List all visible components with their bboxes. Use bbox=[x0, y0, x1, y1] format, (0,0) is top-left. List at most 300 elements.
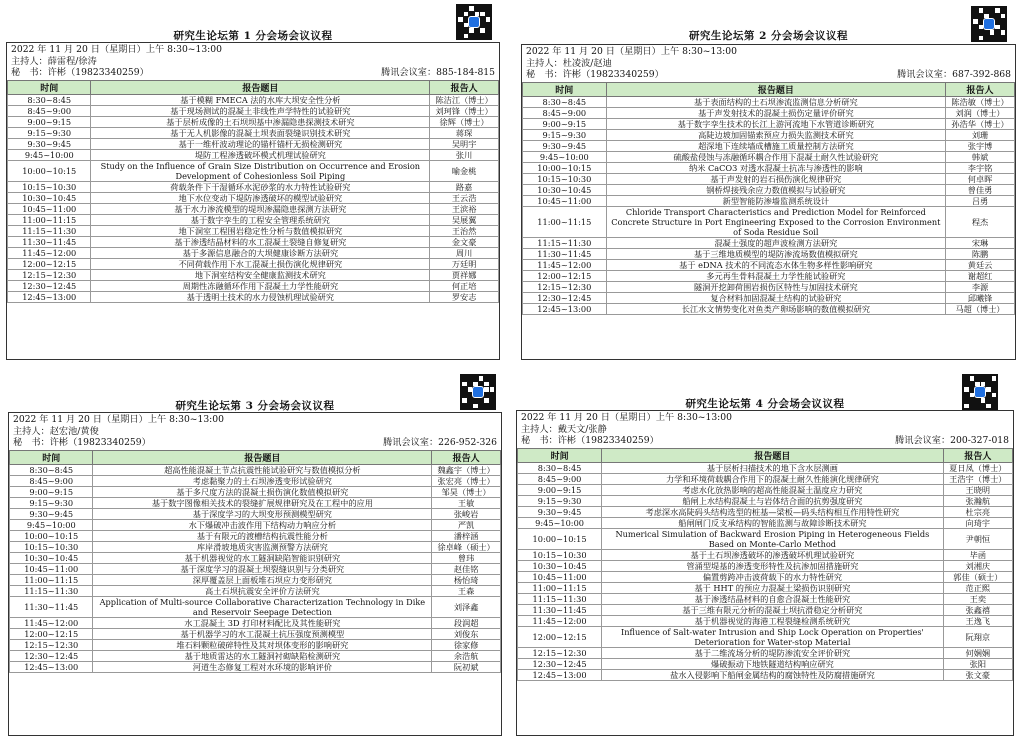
table-row bbox=[8, 127, 499, 138]
row-time: 9:30~9:45 bbox=[8, 138, 91, 149]
row-topic: 超高性能混凝土节点抗震性能试验研究与数值模拟分析 bbox=[93, 464, 432, 475]
table-row bbox=[8, 247, 499, 258]
row-speaker: 金文豪 bbox=[430, 236, 499, 247]
row-speaker: 周川 bbox=[430, 247, 499, 258]
row-time: 10:00~10:15 bbox=[523, 162, 607, 173]
agenda-table bbox=[522, 82, 1015, 315]
row-speaker: 张川 bbox=[430, 149, 499, 160]
row-time: 12:15~12:30 bbox=[10, 639, 93, 650]
row-topic: 偏置剪跨冲击波荷载下的水力特性研究 bbox=[602, 571, 944, 582]
table-row bbox=[10, 464, 501, 475]
row-time: 11:00~11:15 bbox=[523, 206, 607, 237]
row-topic: 荷载条件下干湿循环水泥砂浆的水力特性试验研究 bbox=[91, 181, 430, 192]
row-time: 9:45~10:00 bbox=[518, 517, 602, 528]
row-topic: 基于 eDNA 技术的不同流态水体生物多样性影响研究 bbox=[606, 259, 945, 270]
row-time: 12:30~12:45 bbox=[8, 280, 91, 291]
row-speaker: 王云浩 bbox=[430, 192, 499, 203]
session-sheet-3 bbox=[8, 374, 502, 736]
row-topic: 隧洞开挖卸荷围岩损伤区特性与加固技术研究 bbox=[606, 281, 945, 292]
sheet-title: 研究生论坛第 1 分会场会议议程 bbox=[173, 30, 333, 42]
table-row bbox=[8, 203, 499, 214]
row-speaker: 刘珊 bbox=[946, 129, 1015, 140]
meeting-date: 2022 年 11 月 20 日（星期日）上午 8:30~13:00 bbox=[13, 414, 224, 425]
meeting-secretary: 秘 书：许彬（19823340259） bbox=[11, 67, 149, 78]
meeting-host: 主持人：杜凌波/赵迪 bbox=[526, 57, 612, 69]
table-header bbox=[10, 450, 501, 464]
header-speaker: 报告人 bbox=[946, 82, 1015, 96]
row-speaker: 陈浩敏（博士） bbox=[946, 96, 1015, 107]
row-time: 9:00~9:15 bbox=[523, 118, 607, 129]
row-topic: 基于机器学习的水工混凝土抗压强度预测模型 bbox=[93, 628, 432, 639]
meeting-date: 2022 年 11 月 20 日（星期日）上午 8:30~13:00 bbox=[526, 46, 737, 57]
row-time: 12:45~13:00 bbox=[523, 303, 607, 314]
row-speaker: 邱曦锋 bbox=[946, 292, 1015, 303]
agenda-table bbox=[517, 448, 1013, 681]
row-speaker: 王森 bbox=[432, 585, 501, 596]
table-row bbox=[10, 508, 501, 519]
row-speaker: 黄廷云 bbox=[946, 259, 1015, 270]
table-row bbox=[8, 149, 499, 160]
sheet-title: 研究生论坛第 3 分会场会议议程 bbox=[175, 400, 335, 412]
row-time: 12:00~12:15 bbox=[8, 258, 91, 269]
row-time: 8:30~8:45 bbox=[8, 94, 91, 105]
row-time: 8:45~9:00 bbox=[8, 105, 91, 116]
table-header bbox=[523, 82, 1015, 96]
row-time: 12:15~12:30 bbox=[523, 281, 607, 292]
table-row bbox=[8, 214, 499, 225]
row-time: 11:15~11:30 bbox=[523, 237, 607, 248]
row-topic: 高土石坝抗震安全评价方法研究 bbox=[93, 585, 432, 596]
table-row bbox=[523, 184, 1015, 195]
table-header bbox=[518, 448, 1013, 462]
table-row bbox=[518, 604, 1013, 615]
header-topic: 报告题目 bbox=[606, 82, 945, 96]
row-time: 10:00~10:15 bbox=[518, 528, 602, 549]
table-row bbox=[518, 473, 1013, 484]
table-row bbox=[518, 626, 1013, 647]
row-speaker: 万廷明 bbox=[430, 258, 499, 269]
session-sheet-4 bbox=[516, 374, 1014, 736]
row-speaker: 张峻岩 bbox=[432, 508, 501, 519]
row-time: 10:30~10:45 bbox=[10, 552, 93, 563]
table-row bbox=[8, 105, 499, 116]
row-speaker: 王晓明 bbox=[943, 484, 1012, 495]
row-topic: Chloride Transport Characteristics and Prediction Model for Reinforced Concrete Structure in Port Engineering Exposed to the Corrosion Environment of Soda Residue Soil bbox=[606, 206, 945, 237]
row-topic: 船闸上水结构混凝土与岩体结合面的抗剪强度研究 bbox=[602, 495, 944, 506]
row-speaker: 刘润（博士） bbox=[946, 107, 1015, 118]
row-topic: Application of Multi-source Collaborative Characterization Technology in Dike and Reservoir Seepage Detection bbox=[93, 596, 432, 617]
table-row bbox=[523, 140, 1015, 151]
table-header bbox=[8, 80, 499, 94]
row-topic: 基于透明土技术的水力侵蚀机理试验研究 bbox=[91, 291, 430, 302]
row-time: 10:45~11:00 bbox=[523, 195, 607, 206]
row-speaker: 陈鹏 bbox=[946, 248, 1015, 259]
row-speaker: 赵佳铭 bbox=[432, 563, 501, 574]
table-row bbox=[518, 484, 1013, 495]
row-time: 11:15~11:30 bbox=[10, 585, 93, 596]
table-row bbox=[523, 151, 1015, 162]
row-topic: 混凝土强度的超声波检测方法研究 bbox=[606, 237, 945, 248]
row-speaker: 曾玮 bbox=[432, 552, 501, 563]
row-topic: 基于土石坝渗透破坏的渗透破坏机理试验研究 bbox=[602, 549, 944, 560]
row-topic: 基于三维地质模型的堤防渗流场数值模拟研究 bbox=[606, 248, 945, 259]
row-speaker: 毕函 bbox=[943, 549, 1012, 560]
table-row bbox=[523, 237, 1015, 248]
row-time: 12:30~12:45 bbox=[10, 650, 93, 661]
table-row bbox=[10, 650, 501, 661]
row-time: 10:15~10:30 bbox=[518, 549, 602, 560]
row-speaker: 杜宗亮 bbox=[943, 506, 1012, 517]
table-row bbox=[10, 639, 501, 650]
row-time: 10:45~11:00 bbox=[8, 203, 91, 214]
table-row bbox=[8, 225, 499, 236]
row-speaker: 蒋琛 bbox=[430, 127, 499, 138]
row-speaker: 张阳 bbox=[943, 658, 1012, 669]
row-speaker: 邹昊（博士） bbox=[432, 486, 501, 497]
row-speaker: 程杰 bbox=[946, 206, 1015, 237]
row-speaker: 宋琳 bbox=[946, 237, 1015, 248]
table-row bbox=[518, 615, 1013, 626]
row-time: 12:30~12:45 bbox=[523, 292, 607, 303]
row-topic: 周期性冻融循环作用下混凝土力学性能研究 bbox=[91, 280, 430, 291]
row-topic: 地下洞室结构安全健康监测技术研究 bbox=[91, 269, 430, 280]
table-row bbox=[10, 628, 501, 639]
row-topic: 爆破振动下地铁隧道结构响应研究 bbox=[602, 658, 944, 669]
header-speaker: 报告人 bbox=[430, 80, 499, 94]
sheet-title: 研究生论坛第 4 分会场会议议程 bbox=[685, 398, 845, 410]
table-row bbox=[10, 530, 501, 541]
table-row bbox=[518, 462, 1013, 473]
row-topic: 考虑水化放热影响的超高性能混凝土温度应力研究 bbox=[602, 484, 944, 495]
table-row bbox=[523, 195, 1015, 206]
row-time: 11:15~11:30 bbox=[518, 593, 602, 604]
table-row bbox=[10, 475, 501, 486]
row-topic: 基于现场测试的混凝土非线性声学特性的试验研究 bbox=[91, 105, 430, 116]
meeting-host: 主持人：薛雷程/徐涛 bbox=[11, 55, 97, 67]
row-time: 10:30~10:45 bbox=[523, 184, 607, 195]
row-speaker: 李宇铭 bbox=[946, 162, 1015, 173]
table-row bbox=[518, 658, 1013, 669]
meeting-host: 主持人：赵宏池/黄俊 bbox=[13, 425, 99, 437]
row-topic: 基于深度学习的大坝变形预测模型研究 bbox=[93, 508, 432, 519]
table-row bbox=[523, 281, 1015, 292]
table-row bbox=[8, 269, 499, 280]
row-topic: 高陡边坡加固锚索预应力损失监测技术研究 bbox=[606, 129, 945, 140]
row-time: 12:00~12:15 bbox=[523, 270, 607, 281]
row-topic: 多元再生骨料混凝土力学性能试验研究 bbox=[606, 270, 945, 281]
row-topic: 管涌型堤基的渗透变形特性及抗渗加固措施研究 bbox=[602, 560, 944, 571]
table-row bbox=[523, 248, 1015, 259]
row-time: 11:45~12:00 bbox=[518, 615, 602, 626]
header-topic: 报告题目 bbox=[93, 450, 432, 464]
row-time: 11:30~11:45 bbox=[8, 236, 91, 247]
row-topic: Study on the Influence of Grain Size Distribution on Occurrence and Erosion Development of Cohesionless Soil Piping bbox=[91, 160, 430, 181]
table-row bbox=[8, 94, 499, 105]
table-row bbox=[523, 107, 1015, 118]
row-speaker: 喻金桃 bbox=[430, 160, 499, 181]
row-topic: 复合材料加固混凝土结构的试验研究 bbox=[606, 292, 945, 303]
row-time: 12:45~13:00 bbox=[10, 661, 93, 672]
row-time: 9:30~9:45 bbox=[10, 508, 93, 519]
meeting-secretary: 秘 书：许彬（19823340259） bbox=[521, 435, 659, 446]
row-speaker: 魏鑫宇（博士） bbox=[432, 464, 501, 475]
row-time: 8:45~9:00 bbox=[10, 475, 93, 486]
row-time: 11:45~12:00 bbox=[8, 247, 91, 258]
row-topic: 基于一维杆波动理论的锚杆锚杆无损检测研究 bbox=[91, 138, 430, 149]
row-speaker: 阮初斌 bbox=[432, 661, 501, 672]
row-time: 11:30~11:45 bbox=[523, 248, 607, 259]
row-topic: 考虑黏聚力的土石坝渗透变形试验研究 bbox=[93, 475, 432, 486]
row-topic: 基于机器视觉的水工隧洞缺陷智能识别研究 bbox=[93, 552, 432, 563]
row-time: 8:45~9:00 bbox=[523, 107, 607, 118]
row-topic: 钢桥焊接残余应力数值模拟与试验研究 bbox=[606, 184, 945, 195]
row-speaker: 韩斌 bbox=[946, 151, 1015, 162]
row-speaker: 孙浩华（博士） bbox=[946, 118, 1015, 129]
table-row bbox=[8, 291, 499, 302]
agenda-table bbox=[9, 450, 501, 673]
table-row bbox=[523, 206, 1015, 237]
meeting-info bbox=[9, 413, 501, 450]
row-time: 9:45~10:00 bbox=[8, 149, 91, 160]
row-speaker: 谢超红 bbox=[946, 270, 1015, 281]
row-time: 11:45~12:00 bbox=[10, 617, 93, 628]
row-time: 9:15~9:30 bbox=[8, 127, 91, 138]
row-topic: 硫酸盐侵蚀与冻融循环耦合作用下混凝土耐久性试验研究 bbox=[606, 151, 945, 162]
row-time: 11:00~11:15 bbox=[518, 582, 602, 593]
meeting-room[interactable]: 腾讯会议室：885-184-815 bbox=[381, 67, 495, 78]
meeting-date: 2022 年 11 月 20 日（星期日）上午 8:30~13:00 bbox=[11, 44, 222, 55]
table-row bbox=[10, 617, 501, 628]
row-time: 9:15~9:30 bbox=[523, 129, 607, 140]
row-time: 9:15~9:30 bbox=[10, 497, 93, 508]
row-topic: 基于三维有限元分析的混凝土坝抗滑稳定分析研究 bbox=[602, 604, 944, 615]
row-topic: 基于多尺度方法的混凝土损伤演化数值模拟研究 bbox=[93, 486, 432, 497]
row-time: 9:45~10:00 bbox=[10, 519, 93, 530]
header-time: 时间 bbox=[8, 80, 91, 94]
row-time: 10:45~11:00 bbox=[518, 571, 602, 582]
row-topic: 基于地质雷达的水工隧洞衬砌缺陷检测研究 bbox=[93, 650, 432, 661]
table-row bbox=[518, 506, 1013, 517]
row-topic: 地下水位变动下堤防渗透破坏的模型试验研究 bbox=[91, 192, 430, 203]
meeting-room[interactable]: 腾讯会议室：687-392-868 bbox=[897, 69, 1011, 80]
table-row bbox=[518, 528, 1013, 549]
header-time: 时间 bbox=[10, 450, 93, 464]
table-row bbox=[10, 585, 501, 596]
table-row bbox=[10, 519, 501, 530]
table-row bbox=[523, 292, 1015, 303]
row-time: 10:30~10:45 bbox=[518, 560, 602, 571]
row-topic: 深厚覆盖层上面板堆石坝应力变形研究 bbox=[93, 574, 432, 585]
table-row bbox=[8, 258, 499, 269]
row-topic: 基于数字孪生的工程安全管理系统研究 bbox=[91, 214, 430, 225]
header-time: 时间 bbox=[518, 448, 602, 462]
table-row bbox=[10, 596, 501, 617]
row-time: 9:30~9:45 bbox=[523, 140, 607, 151]
row-speaker: 杨怡琦 bbox=[432, 574, 501, 585]
table-row bbox=[8, 138, 499, 149]
row-speaker: 路嘉 bbox=[430, 181, 499, 192]
row-topic: 力学和环境荷载耦合作用下的混凝土耐久性能演化规律研究 bbox=[602, 473, 944, 484]
row-time: 12:00~12:15 bbox=[10, 628, 93, 639]
row-speaker: 吴展翼 bbox=[430, 214, 499, 225]
row-speaker: 张宇博 bbox=[946, 140, 1015, 151]
meeting-host: 主持人：戴天文/张静 bbox=[521, 423, 607, 435]
table-row bbox=[523, 303, 1015, 314]
row-speaker: 王浩宇（博士） bbox=[943, 473, 1012, 484]
table-row bbox=[523, 118, 1015, 129]
row-topic: 基于数字图像相关技术的裂缝扩展规律研究及在工程中的应用 bbox=[93, 497, 432, 508]
table-row bbox=[10, 552, 501, 563]
row-speaker: 刘珂锋（博士） bbox=[430, 105, 499, 116]
row-speaker: 陈洁江（博士） bbox=[430, 94, 499, 105]
row-time: 9:00~9:15 bbox=[8, 116, 91, 127]
header-time: 时间 bbox=[523, 82, 607, 96]
row-speaker: 向琦宇 bbox=[943, 517, 1012, 528]
table-row bbox=[8, 160, 499, 181]
row-topic: 地下洞室工程围岩稳定性分析与数值模拟研究 bbox=[91, 225, 430, 236]
table-row bbox=[10, 497, 501, 508]
row-speaker: 张文豪 bbox=[943, 669, 1012, 680]
row-speaker: 阮翔京 bbox=[943, 626, 1012, 647]
row-speaker: 刘泽鑫 bbox=[432, 596, 501, 617]
row-time: 10:00~10:15 bbox=[8, 160, 91, 181]
table-row bbox=[518, 495, 1013, 506]
agenda-box bbox=[521, 44, 1016, 360]
meeting-info bbox=[7, 43, 499, 80]
row-topic: 基于 HHT 的预应力混凝土梁损伤识别研究 bbox=[602, 582, 944, 593]
row-topic: 基于数字孪生技术的长江上游河流地下水管道诊断研究 bbox=[606, 118, 945, 129]
row-speaker: 何正培 bbox=[430, 280, 499, 291]
row-speaker: 王滨裕 bbox=[430, 203, 499, 214]
row-speaker: 刘俊东 bbox=[432, 628, 501, 639]
table-row bbox=[8, 181, 499, 192]
table-row bbox=[518, 669, 1013, 680]
row-topic: 基于渗透结晶材料的水工混凝土裂缝自修复研究 bbox=[91, 236, 430, 247]
row-speaker: 夏日凤（博士） bbox=[943, 462, 1012, 473]
agenda-table bbox=[7, 80, 499, 303]
row-topic: 基于水力渗流模型的堤坝渗漏隐患探测方法研究 bbox=[91, 203, 430, 214]
table-row bbox=[10, 574, 501, 585]
row-time: 12:45~13:00 bbox=[518, 669, 602, 680]
row-time: 8:30~8:45 bbox=[518, 462, 602, 473]
table-row bbox=[518, 560, 1013, 571]
row-speaker: 郭佳（硕士） bbox=[943, 571, 1012, 582]
meeting-room[interactable]: 腾讯会议室：226-952-326 bbox=[383, 437, 497, 448]
header-speaker: 报告人 bbox=[943, 448, 1012, 462]
row-topic: 盐水入侵影响下船闸金属结构的腐蚀特性及防腐措施研究 bbox=[602, 669, 944, 680]
table-row bbox=[518, 593, 1013, 604]
row-topic: 库岸滑坡地质灾害监测预警方法研究 bbox=[93, 541, 432, 552]
row-time: 10:00~10:15 bbox=[10, 530, 93, 541]
table-row bbox=[10, 541, 501, 552]
meeting-secretary: 秘 书：许彬（19823340259） bbox=[13, 437, 151, 448]
row-speaker: 张鑫禧 bbox=[943, 604, 1012, 615]
row-time: 11:45~12:00 bbox=[523, 259, 607, 270]
row-speaker: 何卓晖 bbox=[946, 173, 1015, 184]
table-row bbox=[518, 549, 1013, 560]
table-row bbox=[518, 517, 1013, 528]
row-topic: 基于渗透结晶材料的自愈合混凝土性能研究 bbox=[602, 593, 944, 604]
row-topic: 基于声发射技术的混凝土损伤定量评价研究 bbox=[606, 107, 945, 118]
row-time: 9:00~9:15 bbox=[10, 486, 93, 497]
row-time: 8:30~8:45 bbox=[10, 464, 93, 475]
row-time: 12:15~12:30 bbox=[8, 269, 91, 280]
row-time: 8:45~9:00 bbox=[518, 473, 602, 484]
agenda-box bbox=[8, 412, 502, 736]
row-topic: Numerical Simulation of Backward Erosion Piping in Heterogeneous Fields Based on Monte-Carlo Method bbox=[602, 528, 944, 549]
row-topic: 纳米 CaCO3 对透水混凝土抗冻与渗透性的影响 bbox=[606, 162, 945, 173]
row-time: 10:15~10:30 bbox=[8, 181, 91, 192]
row-topic: 基于无人机影像的混凝土坝表面裂缝识别技术研究 bbox=[91, 127, 430, 138]
row-time: 10:45~11:00 bbox=[10, 563, 93, 574]
meeting-date: 2022 年 11 月 20 日（星期日）上午 8:30~13:00 bbox=[521, 412, 732, 423]
row-topic: 新型智能防渗墙监测系统设计 bbox=[606, 195, 945, 206]
row-speaker: 李源 bbox=[946, 281, 1015, 292]
row-topic: 基于层析扫描技术的地下含水层测画 bbox=[602, 462, 944, 473]
agenda-box bbox=[6, 42, 500, 360]
row-time: 8:30~8:45 bbox=[523, 96, 607, 107]
row-topic: 考虑深水高陡码头结构选型的桩基—梁板—码头结构相互作用特性研究 bbox=[602, 506, 944, 517]
row-time: 9:30~9:45 bbox=[518, 506, 602, 517]
row-speaker: 徐辉（博士） bbox=[430, 116, 499, 127]
row-topic: 基于机器视觉的海港工程裂缝检测系统研究 bbox=[602, 615, 944, 626]
row-time: 11:30~11:45 bbox=[518, 604, 602, 615]
meeting-room[interactable]: 腾讯会议室：200-327-018 bbox=[895, 435, 1009, 446]
table-row bbox=[523, 173, 1015, 184]
row-topic: 基于二维流场分析的堤防渗流安全评价研究 bbox=[602, 647, 944, 658]
table-row bbox=[523, 162, 1015, 173]
row-topic: 不同荷载作用下水工混凝土损伤演化规律研究 bbox=[91, 258, 430, 269]
row-topic: 基于多源信息融合的大坝健康诊断方法研究 bbox=[91, 247, 430, 258]
row-speaker: 何娴娴 bbox=[943, 647, 1012, 658]
table-row bbox=[8, 280, 499, 291]
table-row bbox=[518, 647, 1013, 658]
meeting-info bbox=[517, 411, 1013, 448]
row-time: 9:00~9:15 bbox=[518, 484, 602, 495]
row-topic: 基于模糊 FMECA 法的水库大坝安全性分析 bbox=[91, 94, 430, 105]
meeting-info bbox=[522, 45, 1015, 82]
meeting-secretary: 秘 书：许彬（19823340259） bbox=[526, 69, 664, 80]
row-topic: 基于层析成像的土石坝坝基中渗漏隐患探测技术研究 bbox=[91, 116, 430, 127]
row-topic: 河道生态修复工程对水环境的影响评价 bbox=[93, 661, 432, 672]
session-sheet-2 bbox=[521, 4, 1016, 360]
row-topic: 水下爆破冲击波作用下结构动力响应分析 bbox=[93, 519, 432, 530]
header-topic: 报告题目 bbox=[602, 448, 944, 462]
row-time: 10:30~10:45 bbox=[8, 192, 91, 203]
row-topic: 船闸闸门反支承结构的智能监测与故障诊断技术研究 bbox=[602, 517, 944, 528]
row-speaker: 王治然 bbox=[430, 225, 499, 236]
table-row bbox=[523, 270, 1015, 281]
row-time: 11:00~11:15 bbox=[8, 214, 91, 225]
row-speaker: 严凯 bbox=[432, 519, 501, 530]
row-speaker: 王奕 bbox=[943, 593, 1012, 604]
row-speaker: 潘梓涵 bbox=[432, 530, 501, 541]
row-speaker: 尹朝恒 bbox=[943, 528, 1012, 549]
row-topic: 堆石料颗粒破碎特性及其对坝体变形的影响研究 bbox=[93, 639, 432, 650]
table-row bbox=[10, 486, 501, 497]
session-sheet-1 bbox=[6, 4, 500, 360]
row-time: 12:00~12:15 bbox=[518, 626, 602, 647]
row-topic: 长江水文情势变化对鱼类产卵场影响的数值模拟研究 bbox=[606, 303, 945, 314]
row-speaker: 曾佳勇 bbox=[946, 184, 1015, 195]
row-speaker: 吴明宇 bbox=[430, 138, 499, 149]
row-time: 11:00~11:15 bbox=[10, 574, 93, 585]
agenda-box bbox=[516, 410, 1014, 736]
row-time: 12:30~12:45 bbox=[518, 658, 602, 669]
row-speaker: 马超（博士） bbox=[946, 303, 1015, 314]
row-topic: Influence of Salt-water Intrusion and Ship Lock Operation on Properties' Deterioration for Water-stop Material bbox=[602, 626, 944, 647]
row-time: 9:45~10:00 bbox=[523, 151, 607, 162]
